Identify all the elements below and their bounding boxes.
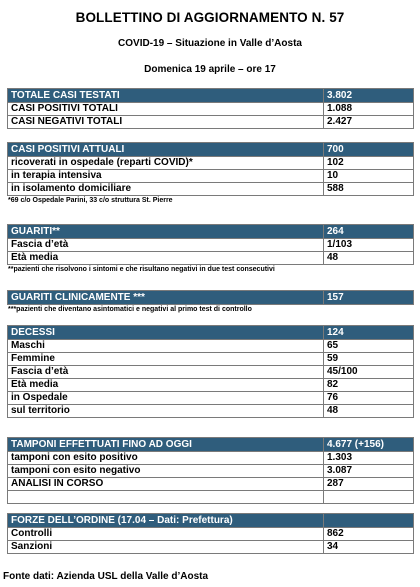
row-label: Età media <box>8 252 324 265</box>
stats-table <box>7 88 414 129</box>
row-label: in isolamento domiciliare <box>8 183 324 196</box>
row-value: 76 <box>324 392 414 405</box>
stats-table <box>7 224 414 265</box>
table-row <box>8 366 414 379</box>
section-header-value: 264 <box>324 225 414 239</box>
stats-table <box>7 325 414 418</box>
row-value: 3.087 <box>324 465 414 478</box>
table-row <box>8 183 414 196</box>
row-value: 2.427 <box>324 116 414 129</box>
section-header-row <box>8 89 414 103</box>
section-header-label: GUARITI** <box>8 225 324 239</box>
section-header-label: FORZE DELL’ORDINE (17.04 – Dati: Prefettura) <box>8 514 324 528</box>
row-label: ricoverati in ospedale (reparti COVID)* <box>8 157 324 170</box>
table-row <box>8 465 414 478</box>
row-label <box>8 491 324 504</box>
row-value: 1.303 <box>324 452 414 465</box>
section-header-row <box>8 438 414 452</box>
row-label: Fascia d’età <box>8 366 324 379</box>
row-value: 48 <box>324 405 414 418</box>
row-label: tamponi con esito positivo <box>8 452 324 465</box>
stats-table <box>7 142 414 196</box>
row-value: 65 <box>324 340 414 353</box>
section-tamponi <box>7 437 413 504</box>
row-label: tamponi con esito negativo <box>8 465 324 478</box>
section-decessi <box>7 325 413 418</box>
table-row <box>8 478 414 491</box>
row-value: 48 <box>324 252 414 265</box>
section-guariti <box>7 224 413 275</box>
table-row <box>8 239 414 252</box>
bulletin-date: Domenica 19 aprile – ore 17 <box>144 64 276 75</box>
table-row <box>8 340 414 353</box>
row-label: Età media <box>8 379 324 392</box>
row-label: sul territorio <box>8 405 324 418</box>
stats-table <box>7 437 414 504</box>
section-casi-positivi-attuali <box>7 142 413 206</box>
stats-table <box>7 290 414 305</box>
section-forze-dell-ordine <box>7 513 413 554</box>
table-row <box>8 157 414 170</box>
section-guariti-clinicamente <box>7 290 413 315</box>
section-header-value <box>324 514 414 528</box>
row-value: 82 <box>324 379 414 392</box>
row-value: 588 <box>324 183 414 196</box>
bulletin-title: BOLLETTINO DI AGGIORNAMENTO N. 57 <box>75 10 345 25</box>
table-row <box>8 392 414 405</box>
table-row <box>8 405 414 418</box>
stats-table <box>7 513 414 554</box>
section-header-row <box>8 326 414 340</box>
table-row <box>8 103 414 116</box>
section-header-label: TAMPONI EFFETTUATI FINO AD OGGI <box>8 438 324 452</box>
table-row <box>8 541 414 554</box>
row-value: 45/100 <box>324 366 414 379</box>
section-header-label: CASI POSITIVI ATTUALI <box>8 143 324 157</box>
row-value: 862 <box>324 528 414 541</box>
row-value: 1/103 <box>324 239 414 252</box>
section-totale-casi-testati <box>7 88 413 129</box>
table-row <box>8 528 414 541</box>
row-label: Controlli <box>8 528 324 541</box>
section-header-value: 157 <box>324 291 414 305</box>
row-label: in terapia intensiva <box>8 170 324 183</box>
data-source-footer: Fonte dati: Azienda USL della Valle d’Aosta <box>3 571 209 582</box>
section-header-value: 3.802 <box>324 89 414 103</box>
footnote: *69 c/o Ospedale Parini, 33 c/o struttura St. Pierre <box>8 197 173 204</box>
section-header-value: 124 <box>324 326 414 340</box>
section-header-row <box>8 514 414 528</box>
row-label: in Ospedale <box>8 392 324 405</box>
row-label: CASI POSITIVI TOTALI <box>8 103 324 116</box>
section-header-label: GUARITI CLINICAMENTE *** <box>8 291 324 305</box>
bulletin-subtitle: COVID-19 – Situazione in Valle d’Aosta <box>118 38 302 49</box>
row-value: 34 <box>324 541 414 554</box>
table-row <box>8 252 414 265</box>
row-value <box>324 491 414 504</box>
section-header-row <box>8 291 414 305</box>
table-row <box>8 170 414 183</box>
section-header-row <box>8 143 414 157</box>
row-label: Fascia d’età <box>8 239 324 252</box>
table-row <box>8 353 414 366</box>
row-value: 59 <box>324 353 414 366</box>
table-row <box>8 491 414 504</box>
section-header-label: DECESSI <box>8 326 324 340</box>
section-header-label: TOTALE CASI TESTATI <box>8 89 324 103</box>
row-label: CASI NEGATIVI TOTALI <box>8 116 324 129</box>
table-row <box>8 452 414 465</box>
table-row <box>8 379 414 392</box>
row-label: ANALISI IN CORSO <box>8 478 324 491</box>
row-value: 102 <box>324 157 414 170</box>
row-value: 1.088 <box>324 103 414 116</box>
section-header-value: 4.677 (+156) <box>324 438 414 452</box>
row-label: Femmine <box>8 353 324 366</box>
row-label: Sanzioni <box>8 541 324 554</box>
footnote: **pazienti che risolvono i sintomi e che risultano negativi in due test consecutivi <box>8 266 275 273</box>
row-label: Maschi <box>8 340 324 353</box>
row-value: 10 <box>324 170 414 183</box>
section-header-value: 700 <box>324 143 414 157</box>
section-header-row <box>8 225 414 239</box>
row-value: 287 <box>324 478 414 491</box>
footnote: ***pazienti che diventano asintomatici e negativi al primo test di controllo <box>8 306 252 313</box>
table-row <box>8 116 414 129</box>
